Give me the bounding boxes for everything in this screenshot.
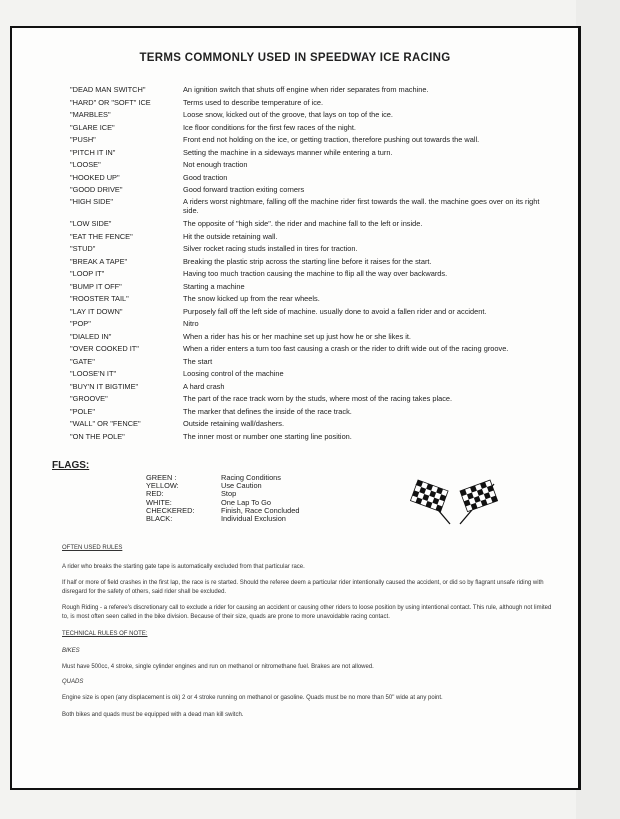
term-definition: Outside retaining wall/dashers. xyxy=(183,419,285,428)
term-definition: The opposite of "high side". the rider and machine fall to the left or inside. xyxy=(183,219,423,228)
term-name: "LOOSE" xyxy=(70,160,101,169)
term-row xyxy=(70,197,570,215)
term-definition: A hard crash xyxy=(183,381,225,391)
flag-meaning: One Lap To Go xyxy=(221,497,271,507)
flag-color: BLACK: xyxy=(146,514,173,524)
term-name: "EAT THE FENCE" xyxy=(70,231,133,241)
term-row xyxy=(70,159,570,172)
rule-paragraph: If half or more of field crashes in the first lap, the race is re started. Should the referee deem a particular rider intentionally caused the accident, or did so by flagrant unsafe riding with disregard for the safety of others, said rider shall be excluded. xyxy=(62,580,544,595)
term-definition: The inner most or number one starting line position. xyxy=(183,431,352,441)
term-row xyxy=(70,109,570,122)
term-name: "LAY IT DOWN" xyxy=(70,306,123,316)
term-row xyxy=(70,368,570,381)
term-definition: Hit the outside retaining wall. xyxy=(183,231,278,241)
flag-color: CHECKERED: xyxy=(146,505,195,515)
term-definition: When a rider has his or her machine set up just how he or she likes it. xyxy=(183,331,411,341)
flag-meaning: Racing Conditions xyxy=(221,473,281,482)
term-row xyxy=(70,393,570,406)
term-name: "OVER COOKED IT" xyxy=(70,344,139,353)
flag-meaning: Use Caution xyxy=(221,481,262,491)
term-row xyxy=(70,218,570,231)
flag-color: RED: xyxy=(146,489,164,499)
term-row xyxy=(70,356,570,369)
term-row xyxy=(70,343,570,356)
term-definition: Not enough traction xyxy=(183,160,248,169)
term-row xyxy=(70,318,570,331)
term-definition: When a rider enters a turn too fast causing a crash or the rider to drift wide out of the racing groove. xyxy=(183,344,509,353)
term-definition: The marker that defines the inside of the race track. xyxy=(183,406,352,416)
term-row xyxy=(70,122,570,135)
term-name: "LOOP IT" xyxy=(70,269,105,278)
term-row xyxy=(70,293,570,306)
checkered-flags-icon xyxy=(410,476,500,526)
term-row xyxy=(70,172,570,185)
term-row xyxy=(70,84,570,97)
term-definition: The snow kicked up from the rear wheels. xyxy=(183,294,320,303)
bikes-rule: Must have 500cc, 4 stroke, single cylinder engines and run on methanol or nitromethane fuel. Brakes are not allowed. xyxy=(62,664,374,670)
term-definition: Terms used to describe temperature of ice. xyxy=(183,97,324,107)
term-row xyxy=(70,231,570,244)
term-definition: An ignition switch that shuts off engine when rider separates from machine. xyxy=(183,85,429,94)
term-definition: Having too much traction causing the machine to flip all the way over backwards. xyxy=(183,269,448,278)
term-name: "DEAD MAN SWITCH" xyxy=(70,85,146,94)
term-row xyxy=(70,256,570,269)
flag-row xyxy=(146,515,299,523)
term-definition: Loosing control of the machine xyxy=(183,369,284,378)
flags-list xyxy=(146,474,299,523)
term-name: "BREAK A TAPE" xyxy=(70,256,128,266)
term-row xyxy=(70,184,570,197)
term-definition: Good traction xyxy=(183,172,228,182)
flag-color: WHITE: xyxy=(146,497,172,507)
term-name: "HIGH SIDE" xyxy=(70,196,114,206)
rule-paragraph: Rough Riding - a referee's discretionary call to exclude a rider for causing an accident or causing other riders to loose position by using intentional contact. This rule, although not limited to, is most often seen called in the bike division. Because of their size, quads are prone to more unavoidable racing contact. xyxy=(62,605,552,620)
term-name: "STUD" xyxy=(70,244,96,253)
term-name: "PUSH" xyxy=(70,135,96,144)
term-definition: Starting a machine xyxy=(183,281,245,291)
term-row xyxy=(70,381,570,394)
flag-meaning: Individual Exclusion xyxy=(221,514,286,524)
term-name: "BUMP IT OFF" xyxy=(70,281,122,291)
term-name: "GLARE ICE" xyxy=(70,122,115,132)
flag-meaning: Finish, Race Concluded xyxy=(221,505,300,515)
term-name: "BUY'N IT BIGTIME" xyxy=(70,381,139,391)
flag-color: YELLOW: xyxy=(146,481,179,491)
document-page xyxy=(10,26,581,790)
scan-edge xyxy=(576,0,620,819)
term-name: "HARD" OR "SOFT" ICE xyxy=(70,97,151,107)
term-name: "POP" xyxy=(70,319,91,328)
term-name: "GATE" xyxy=(70,356,95,366)
quads-label: QUADS xyxy=(62,678,84,685)
term-row xyxy=(70,243,570,256)
term-definition: Silver rocket racing studs installed in tires for traction. xyxy=(183,244,358,253)
term-name: "LOW SIDE" xyxy=(70,219,112,228)
term-definition: Loose snow, kicked out of the groove, that lays on top of the ice. xyxy=(183,110,393,119)
term-definition: Breaking the plastic strip across the starting line before it raises for the start. xyxy=(183,256,432,266)
terms-list xyxy=(70,84,570,443)
term-name: "HOOKED UP" xyxy=(70,172,120,182)
term-row xyxy=(70,147,570,160)
term-row xyxy=(70,268,570,281)
term-row xyxy=(70,331,570,344)
flags-heading: FLAGS: xyxy=(52,460,90,471)
term-definition: A riders worst nightmare, falling off the machine rider first towards the wall. the machine goes over on its right side. xyxy=(183,196,540,215)
term-definition: Setting the machine in a sideways manner while entering a turn. xyxy=(183,147,393,157)
term-name: "DIALED IN" xyxy=(70,331,112,341)
flag-meaning: Stop xyxy=(221,489,237,499)
term-row xyxy=(70,97,570,110)
term-row xyxy=(70,418,570,431)
term-definition: Good forward traction exiting corners xyxy=(183,185,305,194)
term-name: "MARBLES" xyxy=(70,110,111,119)
term-row xyxy=(70,281,570,294)
term-name: "PITCH IT IN" xyxy=(70,147,116,157)
term-definition: Ice floor conditions for the first few races of the night. xyxy=(183,122,356,132)
term-row xyxy=(70,406,570,419)
term-name: "ON THE POLE" xyxy=(70,431,125,441)
bikes-label: BIKES xyxy=(62,647,80,654)
kill-switch-rule: Both bikes and quads must be equipped with a dead man kill switch. xyxy=(62,711,244,718)
term-name: "GOOD DRIVE" xyxy=(70,185,123,194)
term-definition: Front end not holding on the ice, or getting traction, therefore pushing out towards the wall. xyxy=(183,135,480,144)
term-name: "POLE" xyxy=(70,406,95,416)
term-row xyxy=(70,306,570,319)
rules-section xyxy=(62,544,552,719)
term-name: "WALL" OR "FENCE" xyxy=(70,419,141,428)
term-definition: Nitro xyxy=(183,319,199,328)
document-title: TERMS COMMONLY USED IN SPEEDWAY ICE RACING xyxy=(139,52,451,64)
term-name: "GROOVE" xyxy=(70,394,108,403)
often-used-rules-heading: OFTEN USED RULES xyxy=(62,545,123,551)
term-definition: Purposely fall off the left side of machine. usually done to avoid a fallen rider and or accident. xyxy=(183,306,487,316)
term-name: "ROOSTER TAIL" xyxy=(70,294,129,303)
term-definition: The start xyxy=(183,356,213,366)
rule-paragraph: A rider who breaks the starting gate tape is automatically excluded from that particular race. xyxy=(62,563,305,570)
term-name: "LOOSE'N IT" xyxy=(70,369,117,378)
quads-rule: Engine size is open (any displacement is ok) 2 or 4 stroke running on methanol or gasoline. Quads must be no more than 50" wide at any point. xyxy=(62,695,443,701)
term-row xyxy=(70,431,570,444)
term-row xyxy=(70,134,570,147)
term-definition: The part of the race track worn by the studs, where most of the racing takes place. xyxy=(183,394,453,403)
technical-rules-heading: TECHNICAL RULES OF NOTE: xyxy=(62,631,148,637)
flag-color: GREEN : xyxy=(146,473,177,482)
